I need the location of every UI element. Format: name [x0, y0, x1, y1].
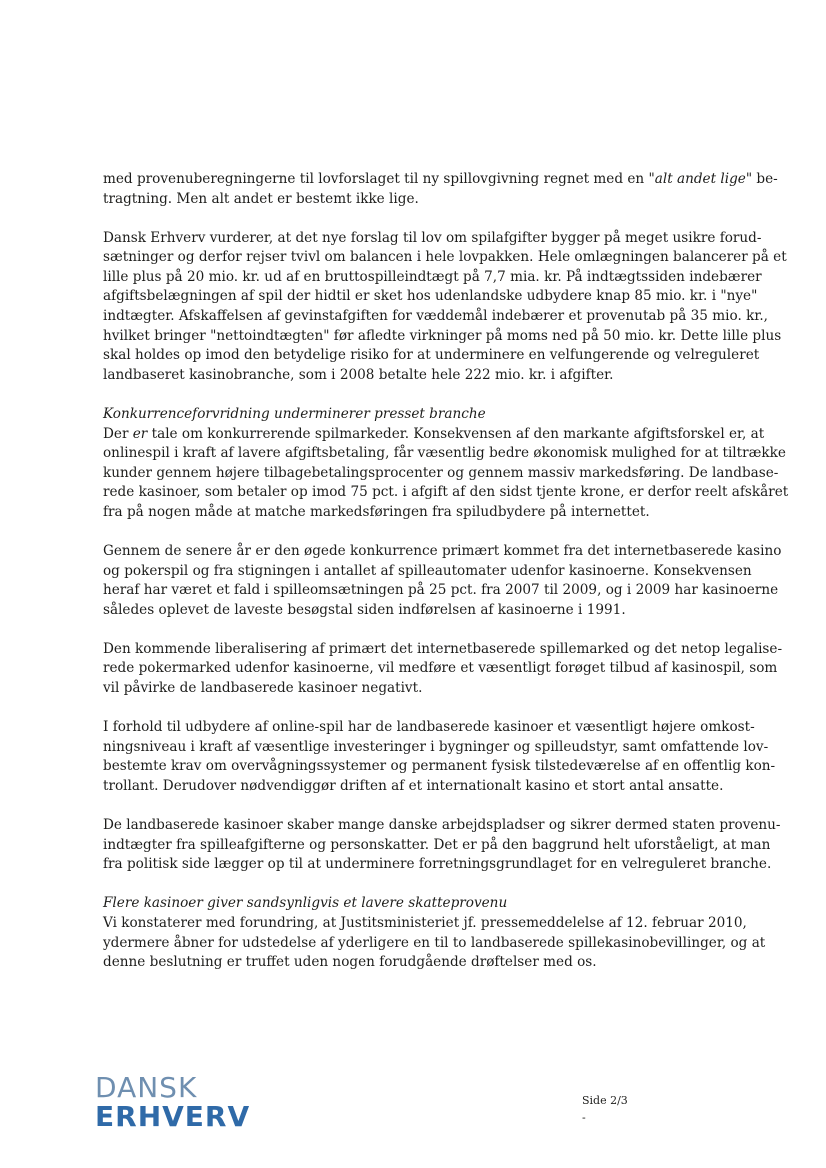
casinos-paragraph: Vi konstaterer med forundring, at Justitsministeriet jf. pressemeddelelse af 12. februar 2010, ydermere åbner for udstedelse af yderligere en til to landbaserede spillekasinobevillinger, og at denne beslutning er truffet uden nogen forudgående drøftelser med os. — [103, 914, 766, 971]
footer-dash: - — [582, 1111, 586, 1124]
page-number: Side 2/3 — [582, 1094, 628, 1107]
assessment-paragraph: Dansk Erhverv vurderer, at det nye forslag til lov om spilafgifter bygger på meget usikre forud- sætninger og derfor rejser tvivl om balancen i hele lovpakken. Hele omlægningen balancerer på et lille plus på 20 mio. kr. ud af en bruttospilleindtægt på 7,7 mia. kr. På indtægtssiden indebærer afgiftsbelægningen af spil der hidtil er sket hos udenlandske udbydere knap 85 mio. kr. i "nye" indtægter. Afskaffelsen af gevinstafgiften for væddemål indebærer et provenutab på 35 mio. kr., hvilket bringer "nettoindtægten" før afledte virkninger på moms ned på 50 mio. kr. Dette lille plus skal holdes op imod den betydelige risiko for at underminere en velfungerende og velreguleret landbaseret kasinobranche, som i 2008 betalte hele 222 mio. kr. i afgifter. — [103, 229, 787, 383]
document-body — [103, 170, 789, 992]
logo-line-erhverv: ERHVERV — [95, 1100, 251, 1133]
competition-paragraph: Der er tale om konkurrerende spilmarkeder. Konsekvensen af den markante afgiftsforskel er, at onlinespil i kraft af lavere afgiftsbetaling, får væsentlig bedre økonomisk mulighed for at tiltrække kunder gennem højere tilbagebetalingsprocenter og gennem massiv markedsføring. De landbase- rede kasinoer, som betaler op imod 75 pct. i afgift af den sidst tjente krone, er derfor reelt afskåret fra på nogen måde at matche markedsføringen fra spiludbydere på internettet. — [103, 425, 789, 520]
section-heading-competition: Konkurrenceforvridning underminerer presset branche — [103, 405, 486, 422]
intro-paragraph: med provenuberegningerne til lovforslaget til ny spillovgivning regnet med en "alt andet lige" be- tragtning. Men alt andet er bestemt ikke lige. — [103, 171, 778, 207]
cost-level-paragraph: I forhold til udbydere af online-spil har de landbaserede kasinoer et væsentligt højere omkost- ningsniveau i kraft af væsentlige investeringer i bygninger og spilleudstyr, samt omfattende lov- bestemte krav om overvågningssystemer og permanent fysisk tilstedeværelse af en offentlig kon- trollant. Derudover nødvendiggør driften af et internationalt kasino et stort antal ansatte. — [103, 719, 776, 794]
section-heading-casinos: Flere kasinoer giver sandsynligvis et lavere skatteprovenu — [103, 895, 508, 912]
liberalisation-paragraph: Den kommende liberalisering af primært det internetbaserede spillemarked og det netop legalise- rede pokermarked udenfor kasinoerne, vil medføre et væsentligt forøget tilbud af kasinospil, som vil påvirke de landbaserede kasinoer negativt. — [103, 640, 783, 697]
jobs-paragraph: De landbaserede kasinoer skaber mange danske arbejdspladser og sikrer dermed staten provenu- indtægter fra spilleafgifterne og personskatter. Det er på den baggrund helt uforståeligt, at man fra politisk side lægger op til at underminere forretningsgrundlaget for en velreguleret branche. — [103, 817, 781, 873]
competition-trend-paragraph: Gennem de senere år er den øgede konkurrence primært kommet fra det internetbaserede kasino og pokerspil og fra stigningen i antallet af spilleautomater udenfor kasinoerne. Konsekvensen heraf har været et fald i spilleomsætningen på 25 pct. fra 2007 til 2009, og i 2009 har kasinoerne således oplevet de laveste besøgstal siden indførelsen af kasinoerne i 1991. — [103, 543, 782, 618]
logo-line-dansk: DANSK — [95, 1071, 198, 1104]
dansk-erhverv-logo — [95, 1071, 251, 1133]
